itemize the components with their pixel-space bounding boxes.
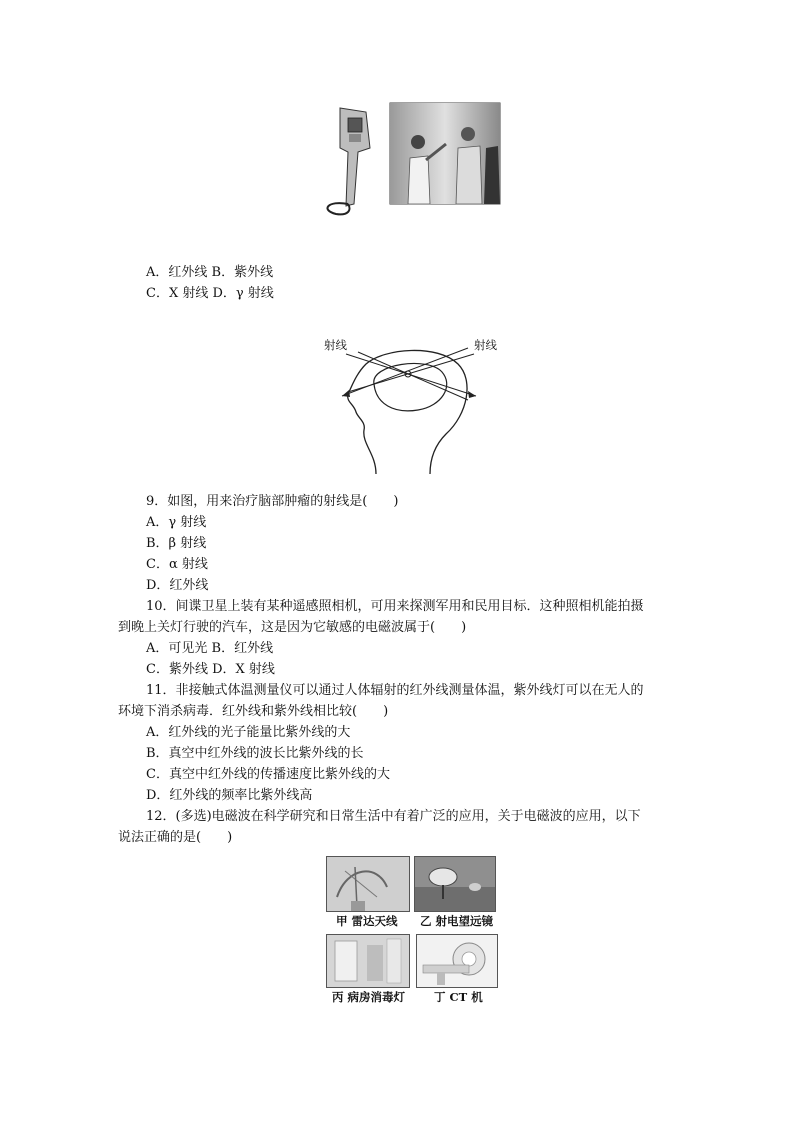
q11-option-b: B．真空中红外线的波长比紫外线的长 (146, 746, 364, 761)
q11-stem-line2: 环境下消杀病毒．红外线和紫外线相比较( ) (118, 704, 389, 719)
q8-options-line2: C．X 射线 D．γ 射线 (146, 286, 274, 301)
ray-label-left: 射线 (324, 338, 347, 352)
q9-stem: 9．如图，用来治疗脑部肿瘤的射线是( ) (146, 494, 399, 509)
ct-machine-photo (416, 934, 498, 988)
q11-option-a: A．红外线的光子能量比紫外线的大 (146, 725, 351, 740)
q10-options-line1: A．可见光 B．红外线 (146, 641, 274, 656)
caption-radar: 甲 雷达天线 (336, 914, 398, 928)
radio-telescope-photo (414, 856, 496, 912)
q12-stem-line1: 12．(多选)电磁波在科学研究和日常生活中有着广泛的应用，关于电磁波的应用，以下 (146, 809, 641, 824)
q9-option-d: D．红外线 (146, 578, 209, 593)
thermometer-figure (318, 100, 504, 216)
head-rays-diagram (318, 334, 508, 480)
q11-stem-line1: 11．非接触式体温测量仪可以通过人体辐射的红外线测量体温，紫外线灯可以在无人的 (146, 683, 644, 698)
q11-option-d: D．红外线的频率比紫外线高 (146, 788, 313, 803)
caption-uv-lamp: 丙 病房消毒灯 (332, 990, 406, 1004)
q10-options-line2: C．紫外线 D．X 射线 (146, 662, 275, 677)
q9-option-a: A．γ 射线 (146, 515, 207, 530)
caption-radio-telescope: 乙 射电望远镜 (420, 914, 494, 928)
head-rays-figure (318, 334, 508, 480)
q12-stem-line2: 说法正确的是( ) (118, 830, 233, 845)
uv-lamp-photo (326, 934, 410, 988)
q10-stem-line1: 10．间谍卫星上装有某种遥感照相机，可用来探测军用和民用目标．这种照相机能拍摄 (146, 599, 644, 614)
ray-label-right: 射线 (474, 338, 497, 352)
caption-ct-machine: 丁 CT 机 (434, 990, 483, 1004)
q11-option-c: C．真空中红外线的传播速度比紫外线的大 (146, 767, 390, 782)
em-applications-figure (324, 856, 498, 1008)
radar-antenna-photo (326, 856, 410, 912)
q10-stem-line2: 到晚上关灯行驶的汽车，这是因为它敏感的电磁波属于( ) (118, 620, 467, 635)
infrared-thermometer-illustration (318, 100, 504, 216)
q8-options-line1: A．红外线 B．紫外线 (146, 265, 274, 280)
q9-option-c: C．α 射线 (146, 557, 208, 572)
q9-option-b: B．β 射线 (146, 536, 207, 551)
